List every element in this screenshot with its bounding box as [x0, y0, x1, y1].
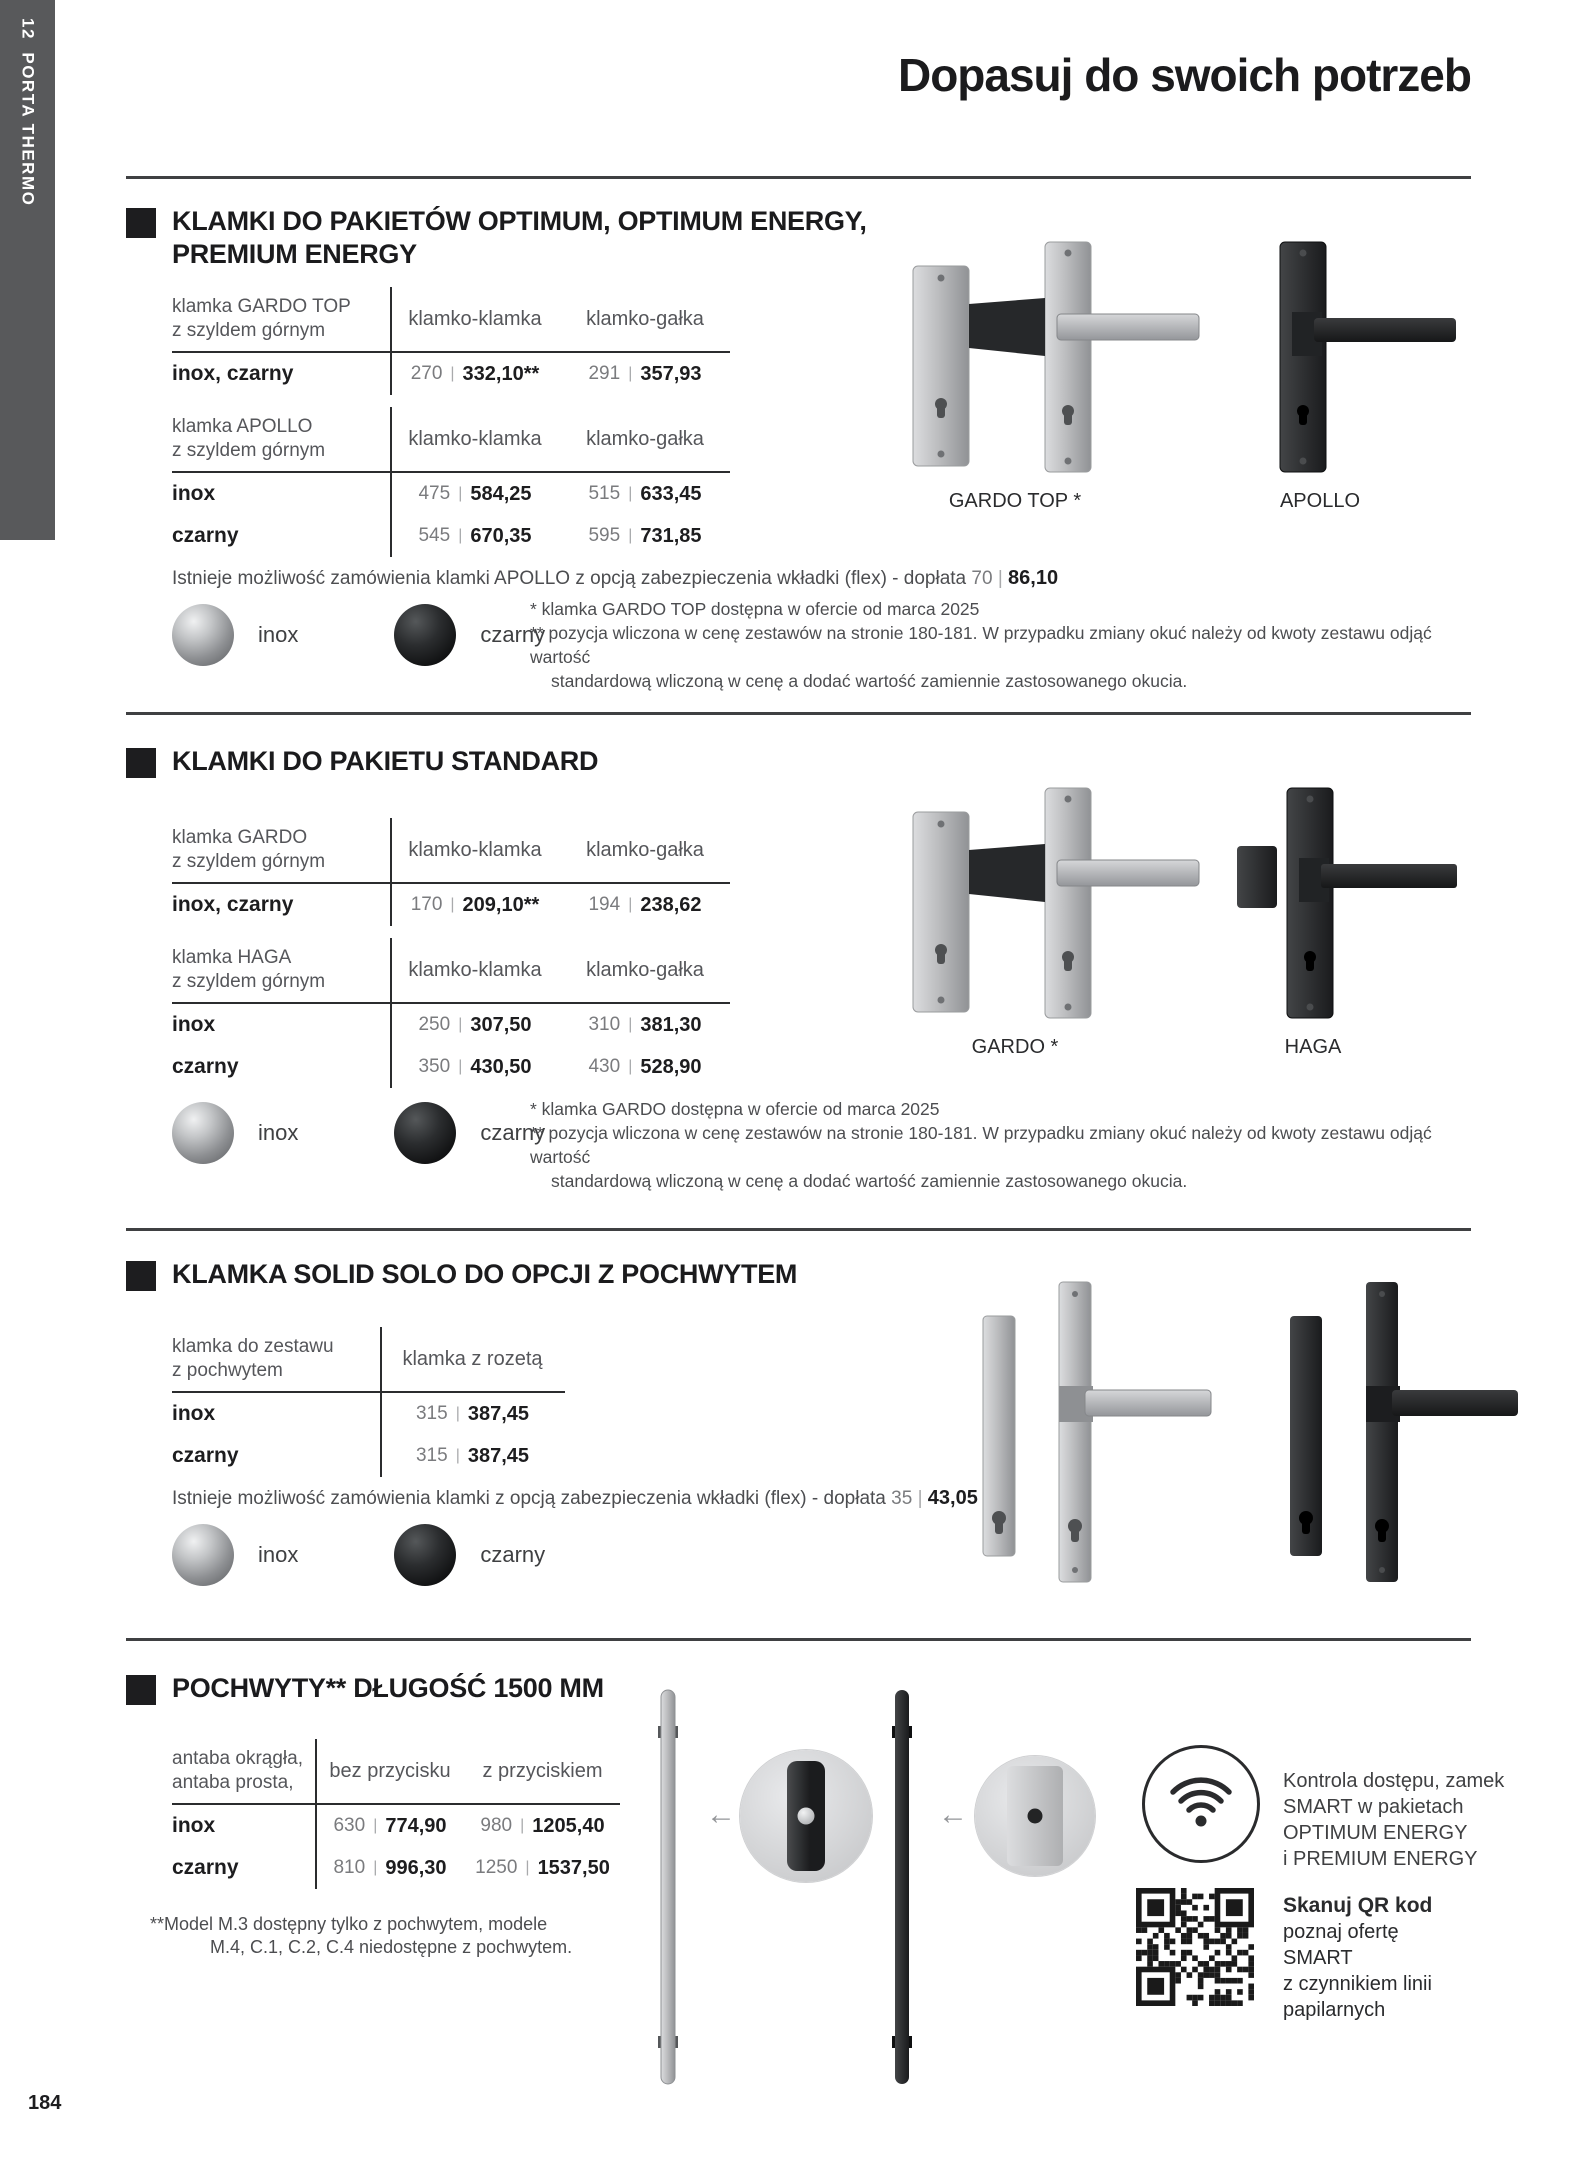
button-detail-inset-light [975, 1756, 1095, 1876]
price-gross: 633,45 [640, 482, 702, 505]
gardo-top-product-image [895, 226, 1215, 488]
solid-solo-czarny-image [1262, 1268, 1522, 1598]
row-header-line1: klamka GARDO [172, 827, 308, 848]
price-net: 310 [588, 1014, 621, 1035]
price-net: 430 [588, 1056, 621, 1077]
col-header: bez przycisku [329, 1759, 451, 1782]
section-bullet-icon [126, 208, 156, 238]
sidebar-label: 12 PORTA THERMO [18, 18, 38, 207]
price-separator: | [520, 1817, 525, 1834]
row-label: inox [172, 1814, 216, 1837]
price-separator: | [458, 1058, 463, 1075]
price-net: 595 [588, 525, 621, 546]
pull-handle-inox-image [648, 1688, 688, 2086]
pull-handle-czarny-image [882, 1688, 922, 2086]
price-cell [560, 515, 730, 557]
product-label: GARDO TOP * [948, 490, 1082, 512]
section-title: KLAMKA SOLID SOLO DO OPCJI Z POCHWYTEM [172, 1259, 798, 1289]
price-gross: 528,90 [640, 1055, 702, 1078]
button-detail-inset-dark [740, 1750, 872, 1882]
price-cell [390, 353, 560, 395]
product-label: GARDO * [971, 1036, 1059, 1058]
smart-text-line: SMART w pakietach [1283, 1796, 1464, 1818]
price-separator: | [628, 485, 633, 502]
price-cell [380, 1393, 565, 1435]
section-bullet-icon [126, 748, 156, 778]
qr-caption [1283, 1893, 1432, 2023]
price-cell [390, 515, 560, 557]
price-net: 980 [480, 1815, 513, 1836]
col-header: klamko-gałka [586, 427, 704, 450]
price-net: 475 [418, 483, 451, 504]
price-net: 545 [418, 525, 451, 546]
table-divider [390, 938, 392, 1088]
price-gross: 1537,50 [537, 1856, 610, 1879]
row-header-line2: z szyldem górnym [172, 320, 326, 341]
price-separator: | [458, 1016, 463, 1033]
qr-caption-line: papilarnych [1283, 1999, 1386, 2021]
price-cell [560, 473, 730, 515]
price-separator: | [450, 365, 455, 382]
price-table-haga [172, 938, 730, 1088]
price-separator: | [628, 1016, 633, 1033]
czarny-swatch [394, 1102, 456, 1164]
price-cell [465, 1847, 620, 1889]
price-net: 1250 [475, 1857, 518, 1878]
row-label: inox [172, 1402, 216, 1425]
page-number: 184 [28, 2092, 62, 2114]
row-header [172, 407, 390, 471]
smart-text-line: Kontrola dostępu, zamek [1283, 1770, 1505, 1792]
table-divider [390, 287, 392, 395]
col-header: klamko-gałka [586, 838, 704, 861]
price-separator: | [628, 1058, 633, 1075]
price-cell [315, 1847, 465, 1889]
section-bullet-icon [126, 1675, 156, 1705]
price-separator: | [373, 1817, 378, 1834]
swatch-label: czarny [480, 1120, 546, 1145]
price-separator: | [458, 485, 463, 502]
footnote-2-cont: standardową wliczoną w cenę a dodać wartość zamiennie zastosowanego okucia. [551, 671, 1188, 691]
footnote-1: * klamka GARDO dostępna w ofercie od marca 2025 [530, 1099, 940, 1119]
col-header: z przyciskiem [482, 1759, 603, 1782]
section-bullet-icon [126, 1261, 156, 1291]
sidebar-tab [0, 0, 55, 540]
price-separator: | [917, 1488, 923, 1509]
price-net: 350 [418, 1056, 451, 1077]
note-text: Istnieje możliwość zamówienia klamki APOLLO z opcją zabezpieczenia wkładki (flex) - dopłata [172, 568, 967, 589]
page-title: Dopasuj do swoich potrzeb [897, 49, 1471, 101]
price-net: 515 [588, 483, 621, 504]
row-header-line2: antaba prosta, [172, 1772, 294, 1793]
footnote-2: ** pozycja wliczona w cenę zestawów na stronie 180-181. W przypadku zmiany okuć należy od kwoty zestawu odjąć wartość [530, 1123, 1432, 1167]
section-title: KLAMKI DO PAKIETU STANDARD [172, 746, 599, 776]
row-label: inox [172, 1013, 216, 1036]
price-gross: 332,10** [462, 362, 540, 385]
section-title-line1: KLAMKI DO PAKIETÓW OPTIMUM, OPTIMUM ENERGY, [172, 206, 867, 236]
row-label: inox, czarny [172, 362, 294, 385]
row-header-line1: klamka HAGA [172, 947, 292, 968]
surcharge-note [172, 567, 1471, 590]
divider [126, 1638, 1471, 1641]
price-net: 315 [415, 1445, 448, 1466]
row-header-line1: klamka GARDO TOP [172, 296, 351, 317]
price-table-apollo [172, 407, 730, 557]
footnotes [530, 597, 1470, 693]
row-header [172, 1739, 315, 1803]
smart-text-line: OPTIMUM ENERGY [1283, 1822, 1468, 1844]
section-header [126, 1672, 1471, 1705]
section-title-line2: PREMIUM ENERGY [172, 239, 417, 269]
row-header-line2: z szyldem górnym [172, 971, 326, 992]
left-arrow-icon: ← [938, 1798, 968, 1831]
inox-swatch [172, 1524, 234, 1586]
inox-swatch [172, 1102, 234, 1164]
price-gross: 584,25 [470, 482, 532, 505]
col-header: klamko-gałka [586, 307, 704, 330]
divider [126, 712, 1471, 715]
table-divider [315, 1739, 317, 1889]
footnote-line1: **Model M.3 dostępny tylko z pochwytem, modele [150, 1914, 548, 1934]
pochwyty-footnote [150, 1913, 1471, 1959]
button-icon [1028, 1809, 1043, 1824]
row-label: czarny [172, 1055, 239, 1078]
table-divider [380, 1327, 382, 1477]
price-cell [560, 353, 730, 395]
row-header [172, 818, 390, 882]
row-header-line1: klamka APOLLO [172, 416, 313, 437]
price-gross: 357,93 [640, 362, 702, 385]
price-separator: | [455, 1405, 460, 1422]
price-gross: 670,35 [470, 524, 532, 547]
price-table-gardo [172, 818, 730, 926]
footnote-1: * klamka GARDO TOP dostępna w ofercie od marca 2025 [530, 599, 980, 619]
col-header: klamko-gałka [586, 958, 704, 981]
price-net: 270 [410, 363, 443, 384]
price-gross: 381,30 [640, 1013, 702, 1036]
price-net: 35 [891, 1488, 913, 1509]
price-gross: 43,05 [927, 1487, 978, 1509]
section-title: POCHWYTY** DŁUGOŚĆ 1500 MM [172, 1673, 604, 1703]
footnote-2-cont: standardową wliczoną w cenę a dodać wartość zamiennie zastosowanego okucia. [551, 1171, 1188, 1191]
note-text: Istnieje możliwość zamówienia klamki z opcją zabezpieczenia wkładki (flex) - dopłata [172, 1488, 892, 1509]
price-net: 250 [418, 1014, 451, 1035]
price-cell [390, 884, 560, 926]
qr-caption-line: z czynnikiem linii [1283, 1973, 1432, 1995]
price-separator: | [525, 1859, 530, 1876]
swatch-label: czarny [480, 1542, 546, 1567]
row-label: czarny [172, 524, 239, 547]
price-net: 70 [971, 568, 993, 589]
qr-caption-line: SMART [1283, 1947, 1353, 1969]
product-label: APOLLO [1279, 490, 1361, 512]
price-separator: | [373, 1859, 378, 1876]
product-label: HAGA [1284, 1036, 1342, 1058]
left-arrow-icon: ← [706, 1798, 736, 1831]
footnote-line2: M.4, C.1, C.2, C.4 niedostępne z pochwytem. [210, 1937, 573, 1957]
inox-swatch [172, 604, 234, 666]
footnotes [530, 1097, 1470, 1193]
czarny-swatch [394, 1524, 456, 1586]
row-label: inox [172, 482, 216, 505]
col-header: klamka z rozetą [402, 1347, 543, 1370]
price-table-pochwyty [172, 1739, 620, 1889]
solid-solo-inox-image [955, 1268, 1215, 1598]
price-table-gardo-top [172, 287, 730, 395]
price-separator: | [458, 527, 463, 544]
price-cell [560, 1004, 730, 1046]
price-gross: 1205,40 [532, 1814, 605, 1837]
divider [126, 1228, 1471, 1231]
price-gross: 731,85 [640, 524, 702, 547]
section-title [172, 205, 867, 271]
price-gross: 774,90 [385, 1814, 447, 1837]
price-gross: 307,50 [470, 1013, 532, 1036]
qr-code [1136, 1888, 1254, 2006]
price-net: 630 [333, 1815, 366, 1836]
qr-code-image [1136, 1888, 1254, 2006]
button-icon [798, 1808, 815, 1825]
price-net: 291 [588, 363, 621, 384]
col-header: klamko-klamka [408, 958, 542, 981]
row-header-line2: z szyldem górnym [172, 440, 326, 461]
qr-caption-title: Skanuj QR kod [1283, 1894, 1433, 1917]
czarny-swatch [394, 604, 456, 666]
price-gross: 209,10** [462, 893, 540, 916]
price-cell [465, 1805, 620, 1847]
gardo-product-image [895, 772, 1215, 1034]
price-gross: 996,30 [385, 1856, 447, 1879]
price-net: 315 [415, 1403, 448, 1424]
row-header-line2: z szyldem górnym [172, 851, 326, 872]
price-cell [560, 1046, 730, 1088]
footnote-2: ** pozycja wliczona w cenę zestawów na stronie 180-181. W przypadku zmiany okuć należy od kwoty zestawu odjąć wartość [530, 623, 1432, 667]
table-divider [390, 407, 392, 557]
price-cell [390, 1004, 560, 1046]
table-divider [390, 818, 392, 926]
row-label: inox, czarny [172, 893, 294, 916]
price-separator: | [628, 527, 633, 544]
price-separator: | [455, 1447, 460, 1464]
price-separator: | [450, 896, 455, 913]
col-header: klamko-klamka [408, 307, 542, 330]
price-separator: | [628, 896, 633, 913]
price-cell [390, 1046, 560, 1088]
col-header: klamko-klamka [408, 838, 542, 861]
price-net: 170 [410, 894, 443, 915]
row-header [172, 287, 390, 351]
smart-access-badge [1142, 1745, 1260, 1863]
apollo-product-image [1240, 226, 1465, 488]
wifi-icon [1157, 1760, 1245, 1848]
swatch-label: inox [258, 1120, 299, 1145]
row-header [172, 1327, 380, 1391]
price-cell [315, 1805, 465, 1847]
price-cell [380, 1435, 565, 1477]
qr-caption-line: poznaj ofertę [1283, 1921, 1399, 1943]
smart-access-text [1283, 1768, 1504, 1872]
swatch-label: inox [258, 622, 299, 647]
row-header [172, 938, 390, 1002]
swatch-label: inox [258, 1542, 299, 1567]
price-gross: 387,45 [467, 1444, 530, 1467]
haga-product-image [1235, 772, 1465, 1034]
row-header-line1: antaba okrągła, [172, 1748, 303, 1769]
price-separator: | [997, 568, 1003, 589]
price-separator: | [628, 365, 633, 382]
row-header-line1: klamka do zestawu [172, 1336, 334, 1357]
col-header: klamko-klamka [408, 427, 542, 450]
divider [126, 176, 1471, 179]
row-label: czarny [172, 1444, 239, 1467]
price-table-solid-solo [172, 1327, 565, 1477]
price-gross: 387,45 [467, 1402, 530, 1425]
price-gross: 86,10 [1008, 567, 1059, 589]
row-header-line2: z pochwytem [172, 1360, 283, 1381]
row-label: czarny [172, 1856, 239, 1879]
smart-text-line: i PREMIUM ENERGY [1283, 1848, 1478, 1870]
price-cell [560, 884, 730, 926]
price-gross: 238,62 [640, 893, 702, 916]
price-net: 810 [333, 1857, 366, 1878]
swatch-label: czarny [480, 622, 546, 647]
price-gross: 430,50 [470, 1055, 532, 1078]
price-net: 194 [588, 894, 621, 915]
price-cell [390, 473, 560, 515]
